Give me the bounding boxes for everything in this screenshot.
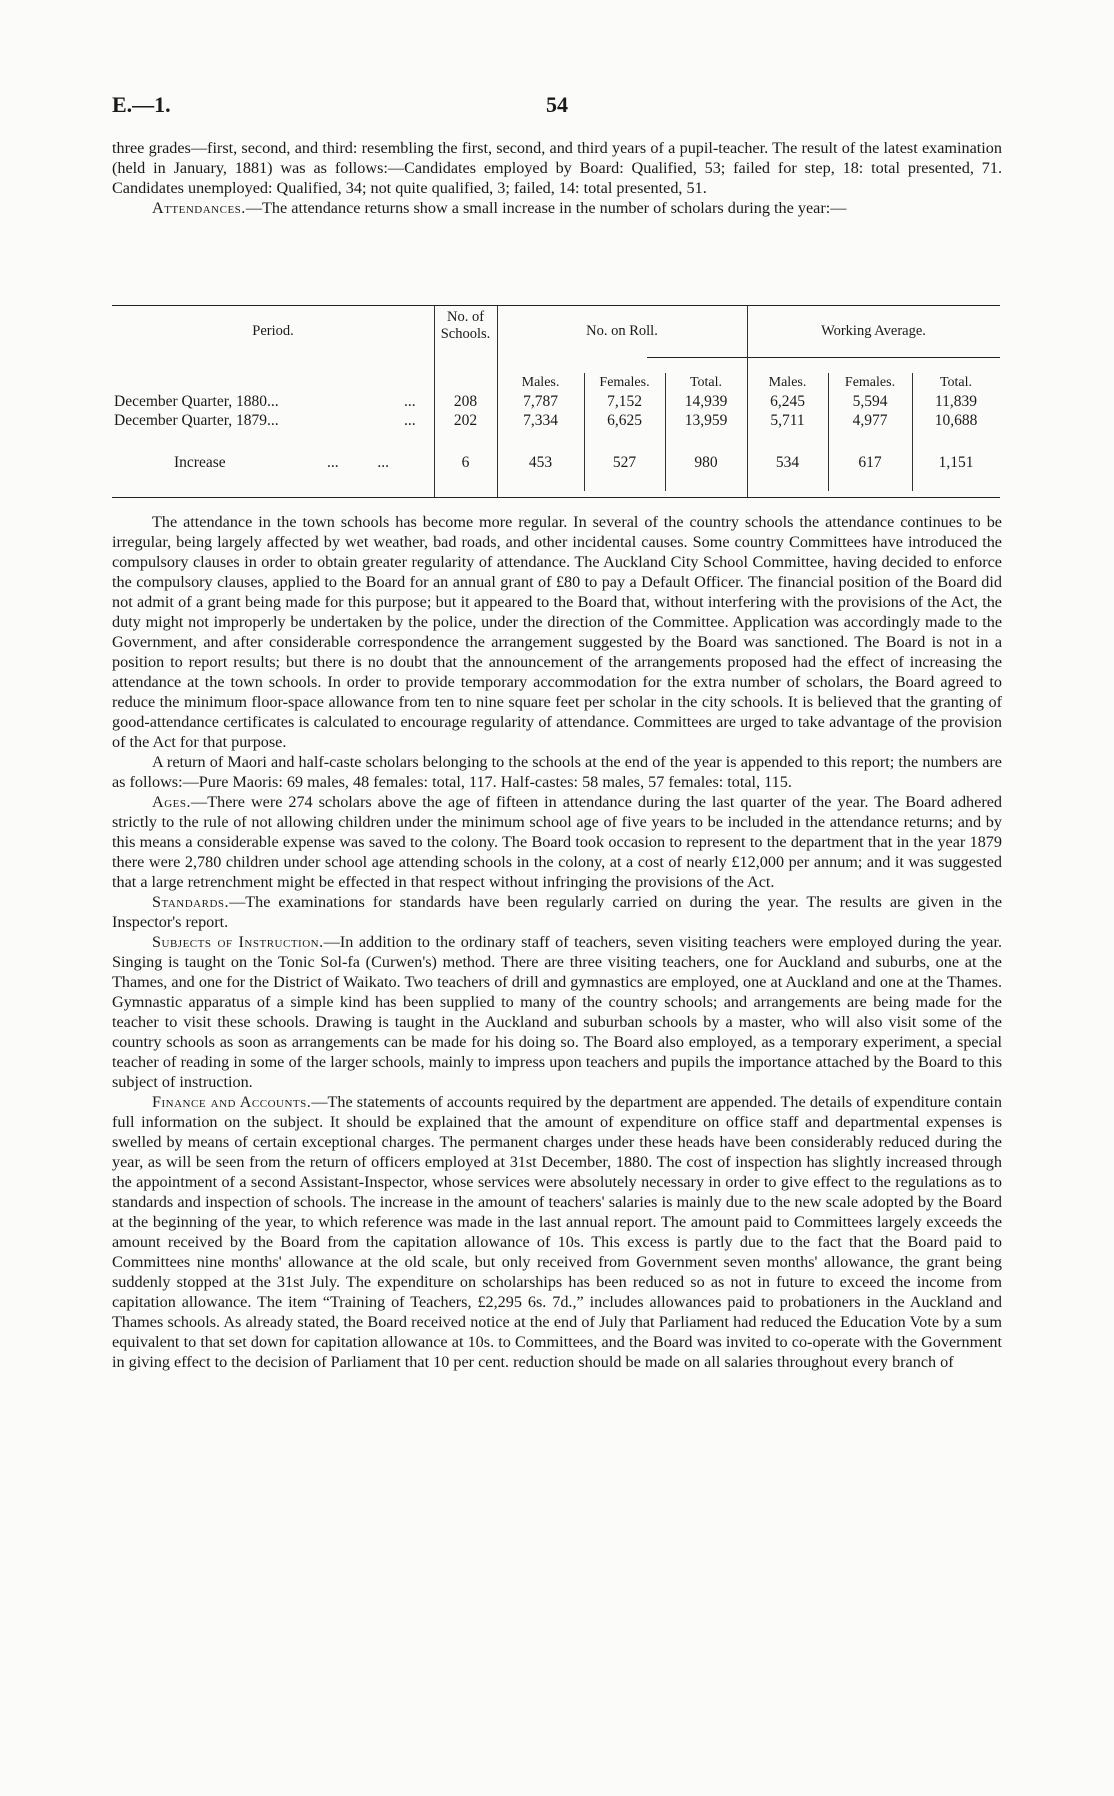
header-roll: No. on Roll. xyxy=(586,323,658,339)
header-schools-2: Schools. xyxy=(440,326,491,342)
row-roll-total: 13,959 xyxy=(684,412,728,429)
standards-text: —The examinations for standards have been regularly carried on during the year. The results are given in the Inspector's report. xyxy=(112,893,1002,931)
finance-heading: Finance and Accounts. xyxy=(152,1093,312,1111)
attendance-table xyxy=(112,305,1000,498)
subheader: Females. xyxy=(844,375,896,390)
row-roll-females: 7,152 xyxy=(607,393,642,410)
row-dots: ... xyxy=(404,393,416,410)
standards-heading: Standards. xyxy=(152,893,230,911)
row-roll-total: 14,939 xyxy=(684,393,728,410)
subheader: Total. xyxy=(689,375,723,390)
increase-roll-males: 453 xyxy=(528,454,553,471)
attendances-heading: Attendances. xyxy=(152,199,246,217)
row-period: December Quarter, 1880... xyxy=(114,393,279,410)
subjects-paragraph xyxy=(112,932,1002,1092)
row-wa-males: 6,245 xyxy=(770,393,805,410)
attendance-paragraph: The attendance in the town schools has become more regular. In several of the country schools the attendance continues to be irregular, being largely affected by wet weather, bad roads, and other incidental causes. Some country Committees have introduced the compulsory clauses in order to obtain greater regularity of attendance. The Auckland City School Committee, having decided to enforce the compulsory clauses, applied to the Board for an annual grant of £80 to pay a Default Officer. The financial position of the Board did not admit of a grant being made for this purpose; but it appeared to the Board that, without interfering with the provisions of the Act, the duty might not improperly be undertaken by the police, under the direction of the Committee. Application was accordingly made to the Government, and after considerable correspondence the arrangement suggested by the Board was sanctioned. The Board is not in a position to report results; but there is no doubt that the announcement of the arrangements proposed had the effect of increasing the attendance at the town schools. In order to provide temporary accommodation for the extra number of scholars, the Board agreed to reduce the minimum floor-space allowance from ten to nine square feet per scholar in the city schools. It is believed that the granting of good-attendance certificates is calculated to encourage regularity of attendance. Committees are urged to take advantage of the provision of the Act for that purpose. xyxy=(112,513,1002,751)
intro-paragraph: three grades—first, second, and third: resembling the first, second, and third years of a pupil-teacher. The result of the latest examination (held in January, 1881) was as follows:—Candidates employed by Board: Qualified, 53; failed for step, 18: total presented, 71. Candidates unemployed: Qualified, 34; not quite qualified, 3; failed, 14: total presented, 51. xyxy=(112,139,1002,197)
row-roll-males: 7,787 xyxy=(523,393,558,410)
row-wa-males: 5,711 xyxy=(770,412,805,429)
row-schools: 208 xyxy=(453,393,478,410)
increase-label: Increase xyxy=(174,454,226,471)
increase-schools: 6 xyxy=(461,454,470,471)
ages-paragraph xyxy=(112,792,1002,892)
ages-text: —There were 274 scholars above the age of fifteen in attendance during the last quarter of the year. The Board adhered strictly to the rule of not allowing children under the minimum school age of five years to be included in the attendance returns; and by this means a considerable expense was saved to the colony. The Board took occasion to represent to the department that in the year 1879 there were 2,780 children under school age attending schools in the colony, at a cost of nearly £12,000 per annum; and it was suggested that a large retrenchment might be effected in that respect without infringing the provisions of the Act. xyxy=(112,793,1002,891)
header-schools-1: No. of xyxy=(446,309,485,325)
page-number: 54 xyxy=(546,92,568,117)
row-dots: ... xyxy=(404,412,416,429)
row-roll-males: 7,334 xyxy=(523,412,558,429)
subheader: Males. xyxy=(521,375,560,390)
row-wa-females: 4,977 xyxy=(852,412,888,429)
subheader: Females. xyxy=(599,375,650,390)
row-roll-females: 6,625 xyxy=(607,412,642,429)
header-period: Period. xyxy=(252,323,294,339)
increase-dots: ... ... xyxy=(327,454,389,471)
attendances-paragraph xyxy=(112,198,1002,218)
finance-text: —The statements of accounts required by the department are appended. The details of expenditure contain full information on the subject. It should be explained that the amount of expenditure on office staff and departmental expenses is swelled by means of certain exceptional charges. The permanent charges under these heads have been considerably reduced during the year, as will be seen from the return of officers employed at 31st December, 1880. The cost of inspection has slightly increased through the appointment of a second Assistant-Inspector, whose services were absolutely necessary in order to give effect to the regulations as to standards and inspection of schools. The increase in the amount of teachers' salaries is mainly due to the new scale adopted by the Board at the beginning of the year, to which reference was made in the last annual report. The amount paid to Committees largely exceeds the amount received by the Board from the capitation allowance of 10s. This excess is partly due to the fact that the Board paid to Committees nine months' allowance at the old scale, but only received from Government seven months' allowance, the grant being suddenly stopped at the 31st July. The expenditure on scholarships has been reduced so as not in future to exceed the income from capitation allowance. The item “Training of Teachers, £2,295 6s. 7d.,” includes allowances paid to probationers in the Auckland and Thames schools. As already stated, the Board received notice at the end of July that Parliament had reduced the Education Vote by a sum equivalent to that set down for capitation allowance at 10s. to Committees, and the Board was invited to co-operate with the Government in giving effect to the decision of Parliament that 10 per cent. reduction should be made on all salaries throughout every branch of xyxy=(112,1093,1002,1371)
table-bottom-rule xyxy=(112,497,1000,498)
increase-wa-females: 617 xyxy=(858,454,882,471)
ages-heading: Ages. xyxy=(152,793,192,811)
header-working-average: Working Average. xyxy=(821,323,926,339)
row-wa-females: 5,594 xyxy=(852,393,888,410)
subheader: Males. xyxy=(768,375,807,390)
attendances-text: —The attendance returns show a small increase in the number of scholars during the year:— xyxy=(245,199,847,217)
document-code: E.—1. xyxy=(112,92,171,117)
intro-text xyxy=(112,138,1002,218)
body-text xyxy=(112,512,1002,1372)
increase-wa-total: 1,151 xyxy=(938,454,974,471)
standards-paragraph xyxy=(112,892,1002,932)
row-schools: 202 xyxy=(453,412,478,429)
row-wa-total: 11,839 xyxy=(934,393,978,410)
row-wa-total: 10,688 xyxy=(934,412,978,429)
subjects-text: —In addition to the ordinary staff of teachers, seven visiting teachers were employed during the year. Singing is taught on the Tonic Sol-fa (Curwen's) method. There are three visiting teachers, one for Auckland and suburbs, one at the Thames, and one for the District of Waikato. Two teachers of drill and gymnastics are employed, one at Auckland and one at the Thames. Gymnastic apparatus of a simple kind has been supplied to many of the country schools; and arrangements are being made for the teacher to visit these schools. Drawing is taught in the Auckland and suburban schools by a master, who will also visit some of the country schools as soon as arrangements can be made for his doing so. The Board also employed, as a temporary experiment, a special teacher of reading in some of the larger schools, mainly to impress upon teachers and pupils the importance attached by the Board to this subject of instruction. xyxy=(112,933,1003,1091)
finance-paragraph xyxy=(112,1092,1002,1372)
increase-wa-males: 534 xyxy=(775,454,800,471)
table-top-rule xyxy=(112,305,1000,306)
increase-roll-females: 527 xyxy=(612,454,637,471)
header-rule-right xyxy=(647,357,1000,358)
row-period: December Quarter, 1879... xyxy=(114,412,279,429)
increase-roll-total: 980 xyxy=(694,454,718,471)
subjects-heading: Subjects of Instruction. xyxy=(152,933,324,951)
maori-paragraph: A return of Maori and half-caste scholars belonging to the schools at the end of the year is appended to this report; the numbers are as follows:—Pure Maoris: 69 males, 48 females: total, 117. Half-castes: 58 males, 57 females: total, 115. xyxy=(112,753,1002,791)
page-header xyxy=(112,92,1002,122)
subheader: Total. xyxy=(939,375,973,390)
